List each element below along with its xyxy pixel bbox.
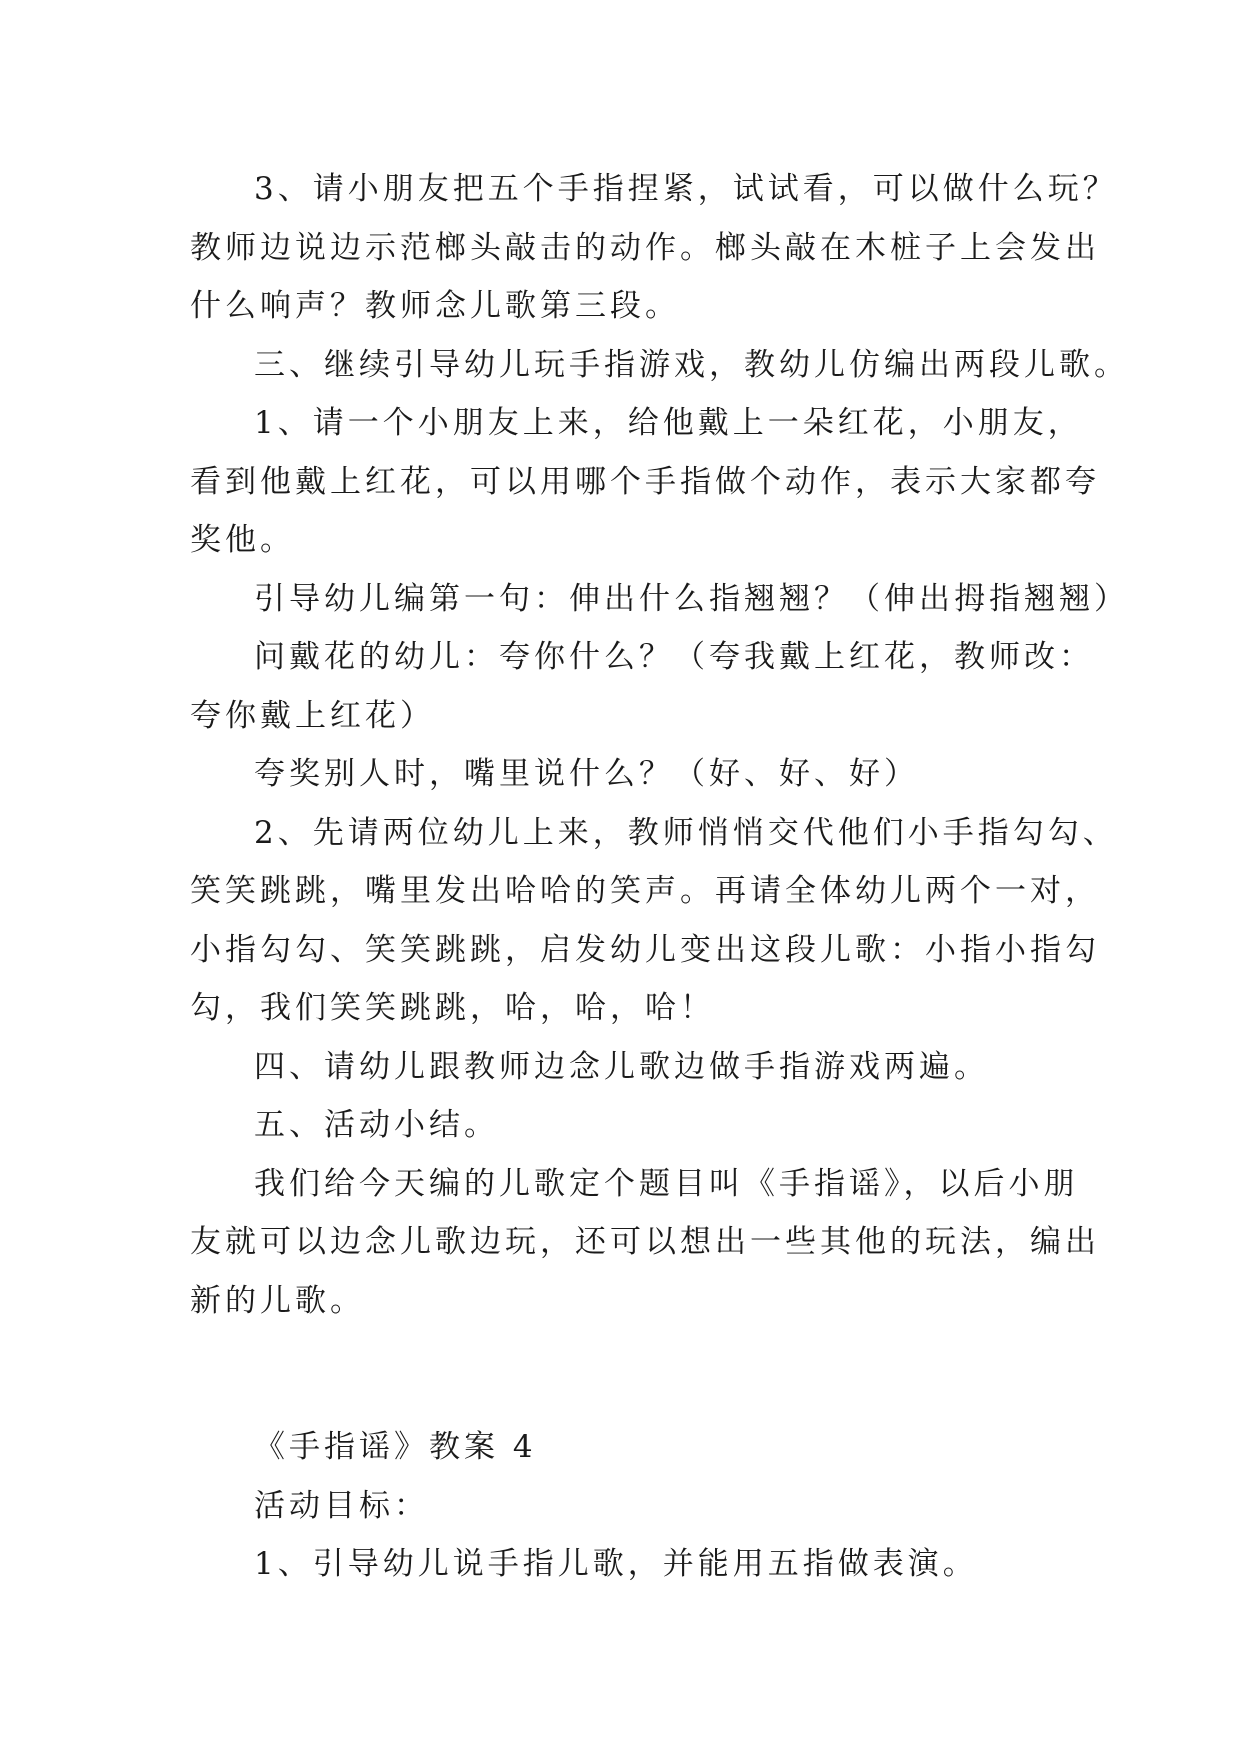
lesson-plan-section-3-continued (190, 160, 1129, 1330)
section3-text-line: 勾，我们笑笑跳跳，哈，哈，哈！ (190, 990, 715, 1026)
section3-text-line: 引导幼儿编第一句：伸出什么指翘翘？（伸出拇指翘翘） (254, 580, 1129, 617)
section3-text-line: 教师边说边示范榔头敲击的动作。榔头敲在木桩子上会发出 (190, 229, 1100, 266)
section3-text-line: 2、先请两位幼儿上来，教师悄悄交代他们小手指勾勾、 (254, 814, 1118, 851)
document-body (190, 160, 1129, 1594)
section4-text-line: 《手指谣》教案 4 (254, 1429, 537, 1465)
section4-text-line: 活动目标： (254, 1487, 429, 1524)
section3-text-line: 3、请小朋友把五个手指捏紧，试试看，可以做什么玩？ (254, 171, 1118, 207)
section3-text-line: 夸奖别人时，嘴里说什么？（好、好、好） (254, 756, 919, 792)
section3-text-line: 笑笑跳跳，嘴里发出哈哈的笑声。再请全体幼儿两个一对， (190, 873, 1100, 909)
section3-text-line: 新的儿歌。 (190, 1282, 365, 1319)
section3-text-line: 什么响声？教师念儿歌第三段。 (190, 288, 680, 324)
section3-text-line: 小指勾勾、笑笑跳跳，启发幼儿变出这段儿歌：小指小指勾 (190, 931, 1100, 968)
section-gap (190, 1330, 1070, 1418)
section3-text-line: 四、请幼儿跟教师边念儿歌边做手指游戏两遍。 (254, 1048, 989, 1085)
section3-text-line: 夸你戴上红花） (190, 697, 435, 734)
section3-text-line: 五、活动小结。 (254, 1107, 499, 1143)
section3-text-line: 三、继续引导幼儿玩手指游戏，教幼儿仿编出两段儿歌。 (254, 346, 1129, 383)
section3-text-line: 我们给今天编的儿歌定个题目叫《手指谣》，以后小朋 (254, 1165, 1079, 1202)
section3-text-line: 问戴花的幼儿：夸你什么？（夸我戴上红花，教师改： (254, 639, 1094, 675)
section3-text-line: 看到他戴上红花，可以用哪个手指做个动作，表示大家都夸 (190, 463, 1100, 500)
section4-text-line: 1、引导幼儿说手指儿歌，并能用五指做表演。 (254, 1546, 978, 1582)
section3-text-line: 1、请一个小朋友上来，给他戴上一朵红花，小朋友， (254, 405, 1083, 441)
section3-text-line: 友就可以边念儿歌边玩，还可以想出一些其他的玩法，编出 (190, 1224, 1100, 1260)
section3-text-line: 奖他。 (190, 522, 295, 558)
lesson-plan-section-4 (190, 1418, 1070, 1594)
